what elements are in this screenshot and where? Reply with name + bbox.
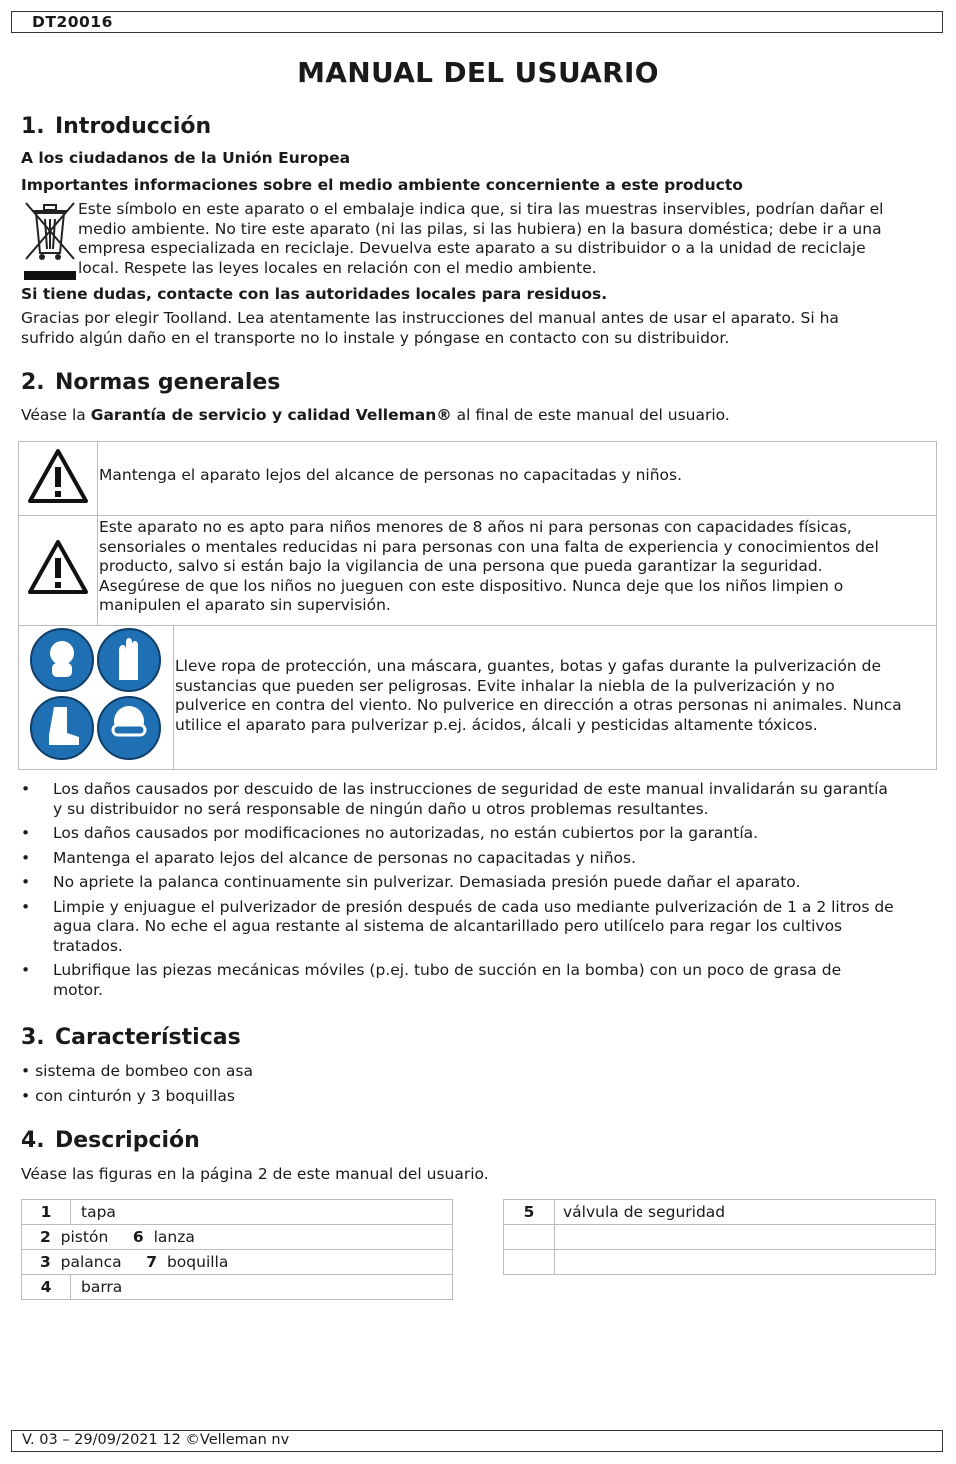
list-item: • Los daños causados por descuido de las instrucciones de seguridad de este manual invalidarán su garantía y su distribuidor no será responsable de ningún daño u otros problemas resultantes. bbox=[21, 780, 933, 819]
general-bullet-list bbox=[21, 780, 933, 1005]
safety-table bbox=[18, 441, 937, 770]
table-row: 4 barra bbox=[22, 1275, 453, 1300]
page-title: MANUAL DEL USUARIO bbox=[297, 56, 659, 89]
list-item: • No apriete la palanca continuamente sin pulverizar. Demasiada presión puede dañar el aparato. bbox=[21, 873, 933, 893]
warning-triangle-icon bbox=[19, 515, 97, 625]
table-row: 1 tapa bbox=[22, 1200, 453, 1225]
section-heading-general: 2. Normas generales bbox=[21, 370, 281, 395]
warning-triangle-icon bbox=[19, 442, 97, 515]
footer-version: V. 03 – 29/09/2021 12 ©Velleman nv bbox=[22, 1432, 290, 1448]
parts-table-right bbox=[503, 1199, 936, 1275]
safety-row: Lleve ropa de protección, una máscara, guantes, botas y gafas durante la pulverización de sustancias que pueden ser peligrosas. Evite inhalar la niebla de la pulverización y no pulverice en contra del viento. No pulverice en dirección a otras personas ni animales. Nunca utilice el aparato para pulverizar p.ej. ácidos, álcali y pesticidas altamente tóxicos. bbox=[19, 625, 936, 769]
mask-icon bbox=[31, 629, 93, 691]
gloves-icon bbox=[98, 629, 160, 691]
table-row: 2 pistón 6 lanza bbox=[22, 1225, 453, 1250]
footer-bar bbox=[11, 1430, 943, 1452]
table-row: 5 válvula de seguridad bbox=[504, 1200, 936, 1225]
document-code: DT20016 bbox=[32, 13, 113, 31]
feature-item: • con cinturón y 3 boquillas bbox=[21, 1087, 236, 1105]
header-bar bbox=[11, 11, 943, 33]
list-item: • Limpie y enjuague el pulverizador de presión después de cada uso mediante pulverización de 1 a 2 litros de agua clara. No eche el agua restante al sistema de alcantarillado pero utilícelo para regar los cultivos tratados. bbox=[21, 898, 933, 957]
eu-citizens-line: A los ciudadanos de la Unión Europea bbox=[21, 149, 351, 167]
weee-bin-icon bbox=[22, 199, 78, 283]
warranty-note: Véase la Garantía de servicio y calidad Velleman® al final de este manual del usuario. bbox=[21, 406, 730, 424]
environment-line: Importantes informaciones sobre el medio ambiente concerniente a este producto bbox=[21, 176, 743, 194]
safety-row: Este aparato no es apto para niños menores de 8 años ni para personas con capacidades físicas, sensoriales o mentales reducidas ni para personas con una falta de experiencia y conocimientos del producto, salvo si están bajo la vigilancia de una persona que pueda garantizar la seguridad. Asegúrese de que los niños no jueguen con este dispositivo. Nunca deje que los niños limpien o manipulen el aparato sin supervisión. bbox=[19, 515, 936, 626]
section-heading-description: 4. Descripción bbox=[21, 1128, 200, 1153]
thanks-paragraph: Gracias por elegir Toolland. Lea atentamente las instrucciones del manual antes de usar el aparato. Si ha sufrido algún daño en el transporte no lo instale y póngase en contacto con su distribuidor. bbox=[21, 309, 839, 347]
feature-item: • sistema de bombeo con asa bbox=[21, 1062, 254, 1080]
ppe-icons-group bbox=[19, 625, 173, 769]
table-row bbox=[504, 1250, 936, 1275]
list-item: • Mantenga el aparato lejos del alcance de personas no capacitadas y niños. bbox=[21, 849, 933, 869]
parts-table-left bbox=[21, 1199, 453, 1300]
section-heading-features: 3. Características bbox=[21, 1025, 241, 1050]
table-row bbox=[504, 1225, 936, 1250]
list-item: • Los daños causados por modificaciones no autorizadas, no están cubiertos por la garantía. bbox=[21, 824, 933, 844]
safety-row: Mantenga el aparato lejos del alcance de personas no capacitadas y niños. bbox=[19, 442, 936, 516]
goggles-icon bbox=[98, 697, 160, 759]
description-note: Véase las figuras en la página 2 de este manual del usuario. bbox=[21, 1165, 489, 1183]
list-item: • Lubrifique las piezas mecánicas móviles (p.ej. tubo de succión en la bomba) con un poco de grasa de motor. bbox=[21, 961, 933, 1000]
weee-paragraph: Este símbolo en este aparato o el embalaje indica que, si tira las muestras inservibles, podrían dañar el medio ambiente. No tire este aparato (ni las pilas, si las hubiera) en la basura doméstica; debe ir a una empresa especializada en reciclaje. Devuelva este aparato a su distribuidor o a la unidad de reciclaje local. Respete las leyes locales en relación con el medio ambiente. bbox=[78, 200, 884, 277]
boots-icon bbox=[31, 697, 93, 759]
table-row: 3 palanca 7 boquilla bbox=[22, 1250, 453, 1275]
doubt-line: Si tiene dudas, contacte con las autoridades locales para residuos. bbox=[21, 285, 608, 303]
section-heading-intro: 1. Introducción bbox=[21, 114, 212, 139]
